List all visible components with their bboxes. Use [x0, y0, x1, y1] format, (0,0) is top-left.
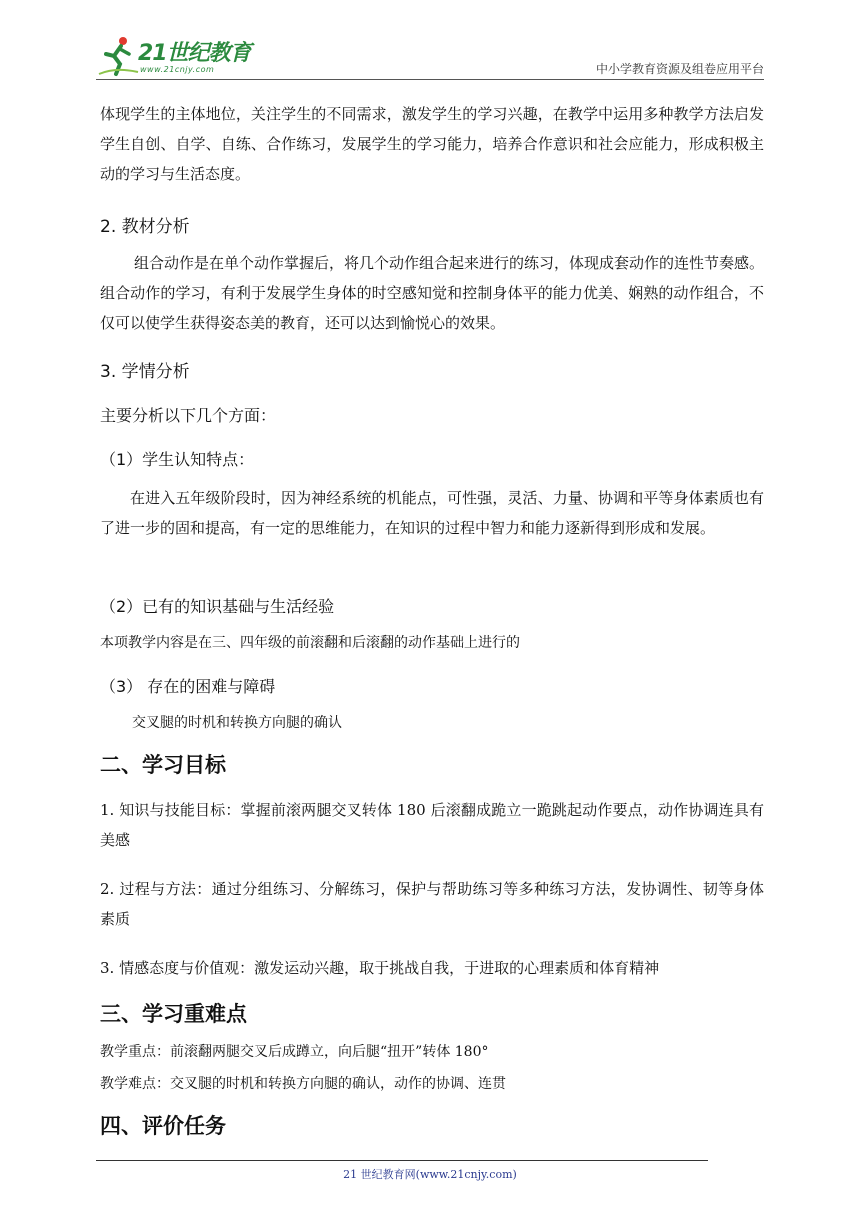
footer-divider — [96, 1160, 708, 1161]
textbook-analysis-paragraph: 组合动作是在单个动作掌握后，将几个动作组合起来进行的练习，体现成套动作的连性节奏感。组合动作的学习，有利于发展学生身体的时空感知觉和控制身体平的能力优美、娴熟的动作组合，不仅可以使学生获得姿态美的教育，还可以达到愉悦心的效果。 — [100, 254, 765, 332]
logo-url: www.21cnjy.com — [140, 65, 215, 74]
goal-emotion-values: 3. 情感态度与价值观：激发运动兴趣，取于挑战自我，于进取的心理素质和体育精神 — [100, 959, 660, 977]
logo-text: 21世纪教育 — [138, 41, 251, 66]
heading-learning-goals: 二、学习目标 — [100, 753, 226, 777]
section-title-textbook-analysis: 2. 教材分析 — [100, 217, 190, 237]
intro-paragraph: 体现学生的主体地位，关注学生的不同需求，激发学生的学习兴趣，在教学中运用多种教学方法启发学生自创、自学、自练、合作练习，发展学生的学习能力，培养合作意识和社会应能力，形成积极主动的学习与生活态度。 — [100, 105, 764, 183]
platform-name: 中小学教育资源及组卷应用平台 — [595, 62, 764, 76]
heading-key-difficult-points: 三、学习重难点 — [100, 1002, 247, 1026]
subsection-prior-knowledge: （2）已有的知识基础与生活经验 — [100, 597, 335, 616]
footer-link[interactable]: 21 世纪教育网(www.21cnjy.com) — [343, 1168, 517, 1181]
runner-logo-icon — [96, 34, 140, 78]
goal-knowledge-skill: 1. 知识与技能目标：掌握前滚两腿交叉转体 180 后滚翻成跪立一跪跳起动作要点，动作协调连具有美感 — [100, 801, 764, 849]
teaching-key-point: 教学重点：前滚翻两腿交叉后成蹲立，向后腿“扭开”转体 180° — [100, 1044, 489, 1060]
student-analysis-lead: 主要分析以下几个方面： — [100, 406, 277, 425]
header-divider — [96, 79, 764, 80]
goal-process-method: 2. 过程与方法：通过分组练习、分解练习，保护与帮助练习等多种练习方法，发协调性、韧等身体素质 — [100, 880, 764, 928]
section-title-student-analysis: 3. 学情分析 — [100, 362, 190, 382]
page-header — [96, 34, 764, 80]
teaching-difficult-point: 教学难点：交叉腿的时机和转换方向腿的确认，动作的协调、连贯 — [100, 1076, 506, 1092]
subsection-difficulties: （3） 存在的困难与障碍 — [100, 677, 276, 696]
difficulties-paragraph: 交叉腿的时机和转换方向腿的确认 — [132, 715, 342, 731]
site-logo[interactable] — [96, 34, 266, 80]
heading-evaluation-tasks: 四、评价任务 — [100, 1114, 226, 1138]
prior-knowledge-paragraph: 本项教学内容是在三、四年级的前滚翻和后滚翻的动作基础上进行的 — [100, 635, 520, 651]
cognitive-traits-paragraph: 在进入五年级阶段时，因为神经系统的机能点，可性强，灵活、力量、协调和平等身体素质也有了进一步的固和提高，有一定的思维能力，在知识的过程中智力和能力逐新得到形成和发展。 — [100, 489, 764, 537]
subsection-cognitive-traits: （1）学生认知特点： — [100, 450, 255, 469]
